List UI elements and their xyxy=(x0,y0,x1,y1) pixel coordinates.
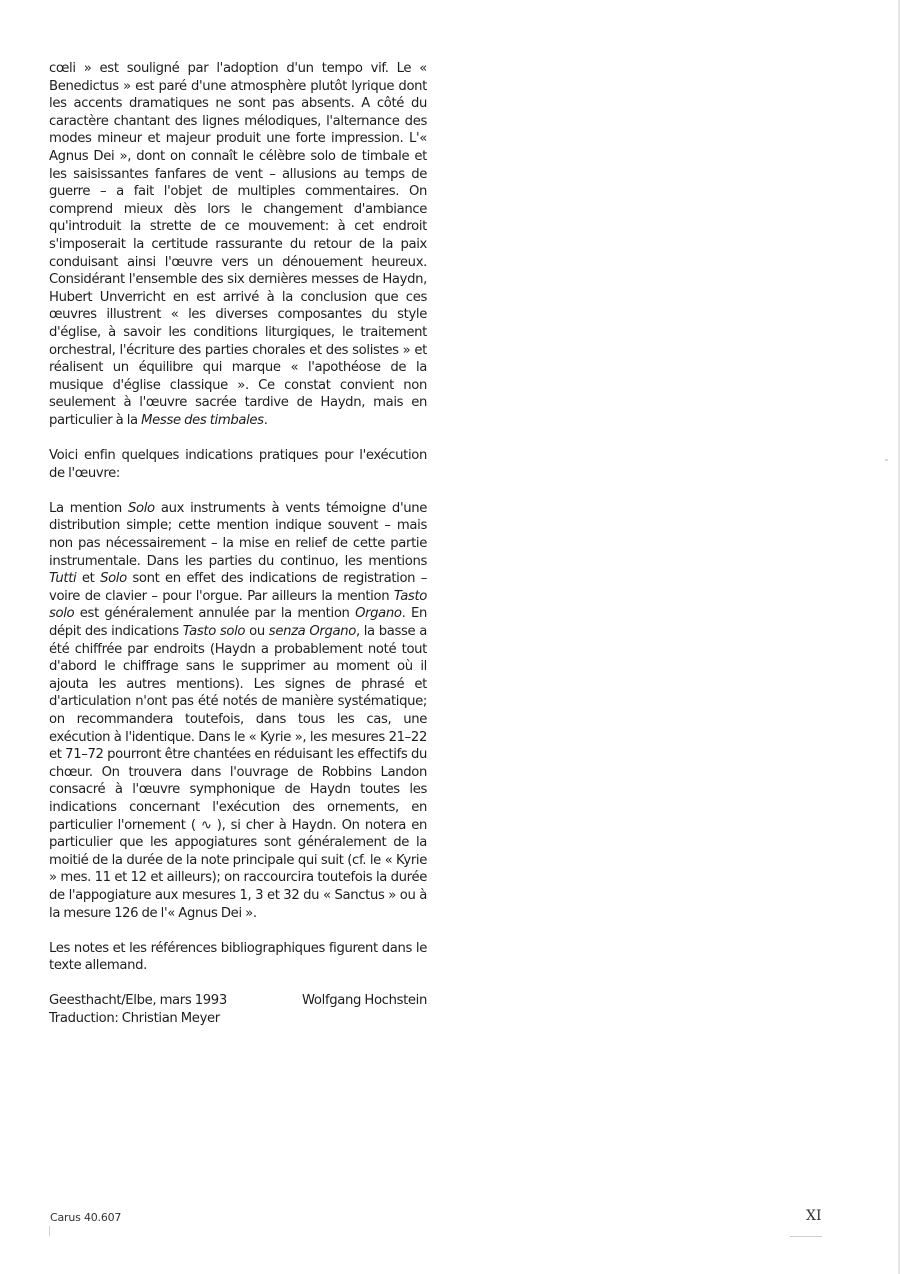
italic-term: senza Organo xyxy=(268,624,356,639)
paragraph-3-text: ), si cher à Haydn. On notera en particulier que les appogiatures sont généralement de la moitié de la durée de la note principale qui suit (cf. le « Kyrie » mes. 11 et 12 et ailleurs); on raccourcira toutefois la durée de l'appogiature aux mesures 1, 3 et 32 du « Sanctus » ou à la mesure 126 de l'« Agnus Dei ». xyxy=(49,817,427,921)
italic-term: Organo xyxy=(355,606,402,622)
paragraph-3-text: aux instruments à vents témoigne d'une distribution simple; cette mention indique souvent – mais non pas nécessairement – la mise en relief de cette partie instrumentale. Dans les parties du continuo, les mentions xyxy=(49,500,427,569)
paragraph-1 xyxy=(49,60,427,429)
translator: Traduction: Christian Meyer xyxy=(49,1011,220,1027)
footer-divider-right xyxy=(790,1236,822,1237)
ornament-icon: ∿ xyxy=(200,817,212,833)
italic-term: Tasto solo xyxy=(49,588,427,622)
paragraph-1-end: . xyxy=(263,412,268,428)
italic-title: Messe des timbales xyxy=(141,412,264,428)
page-number: XI xyxy=(806,1208,822,1224)
footer-divider-left xyxy=(49,1226,50,1236)
paragraph-3-text: , la basse a été chiffrée par endroits (Haydn a probablement noté tout d'abord le chiffrage sans le supprimer au moment où il ajouta les autres mentions). Les signes de phrasé et d'articulation n'ont pas été notés de manière systématique; on recommandera toutefois, dans tous les cas, une exécution à l'identique. Dans le « Kyrie », les mesures 21–22 et 71–72 pourront être chantées en réduisant les effectifs du chœur. On trouvera dans l'ouvrage de Robbins Landon consacré à l'œuvre symphonique de Haydn toutes les indications concernant l'exécution des ornements, en particulier l'ornement ( xyxy=(49,624,427,833)
italic-term: Solo xyxy=(128,500,155,516)
signature-block xyxy=(49,992,427,1027)
text-column xyxy=(49,60,427,1028)
scan-mark xyxy=(885,459,888,461)
author-name: Wolfgang Hochstein xyxy=(302,993,427,1009)
paragraph-3-start: La mention xyxy=(49,500,128,516)
italic-term: Solo xyxy=(100,571,127,587)
paragraph-2: Voici enfin quelques indications pratiques pour l'exécution de l'œuvre: xyxy=(49,448,427,481)
catalog-number: Carus 40.607 xyxy=(50,1211,122,1224)
paragraph-3-text: est généralement annulée par la mention xyxy=(74,606,356,622)
place-date: Geesthacht/Elbe, mars 1993 xyxy=(49,993,227,1009)
signature-left xyxy=(49,992,227,1027)
paragraph-3-text: ou xyxy=(245,624,269,639)
paragraph-3 xyxy=(49,500,427,922)
paragraph-1-text: cœli » est souligné par l'adoption d'un tempo vif. Le « Benedictus » est paré d'une atmosphère plutôt lyrique dont les accents dramatiques ne sont pas absents. A côté du caractère chantant des lignes mélodiques, l'alternance des modes mineur et majeur produit une forte impression. L'« Agnus Dei », dont on connaît le célèbre solo de timbale et les saisissantes fanfares de vent – allusions au temps de guerre – a fait l'objet de multiples commentaires. On comprend mieux dès lors le changement d'ambiance qu'introduit la strette de ce mouvement: à cet endroit s'imposerait la certitude rassurante du retour de la paix conduisant ainsi l'œuvre vers un dénouement heureux. Considérant l'ensemble des six dernières messes de Haydn, Hubert Unverricht en est arrivé à la conclusion que ces œuvres illustrent « les diverses composantes du style d'église, à savoir les conditions liturgiques, le traitement orchestral, l'écriture des parties chorales et des solistes » et réalisent un équilibre qui marque « l'apothéose de la musique d'église classique ». Ce constat convient non seulement à l'œuvre sacrée tardive de Haydn, mais en particulier à la xyxy=(49,61,427,428)
paragraph-3-text: . En dépit des indications xyxy=(49,606,427,639)
paragraph-3-text: sont en effet des indications de registration – voire de clavier – pour l'orgue. Par ailleurs la mention xyxy=(49,571,427,604)
paragraph-4: Les notes et les références bibliographiques figurent dans le texte allemand. xyxy=(49,940,427,974)
paragraph-3-text: et xyxy=(76,571,101,587)
italic-term: Tutti xyxy=(49,571,77,587)
italic-term: Tasto solo xyxy=(182,624,246,639)
